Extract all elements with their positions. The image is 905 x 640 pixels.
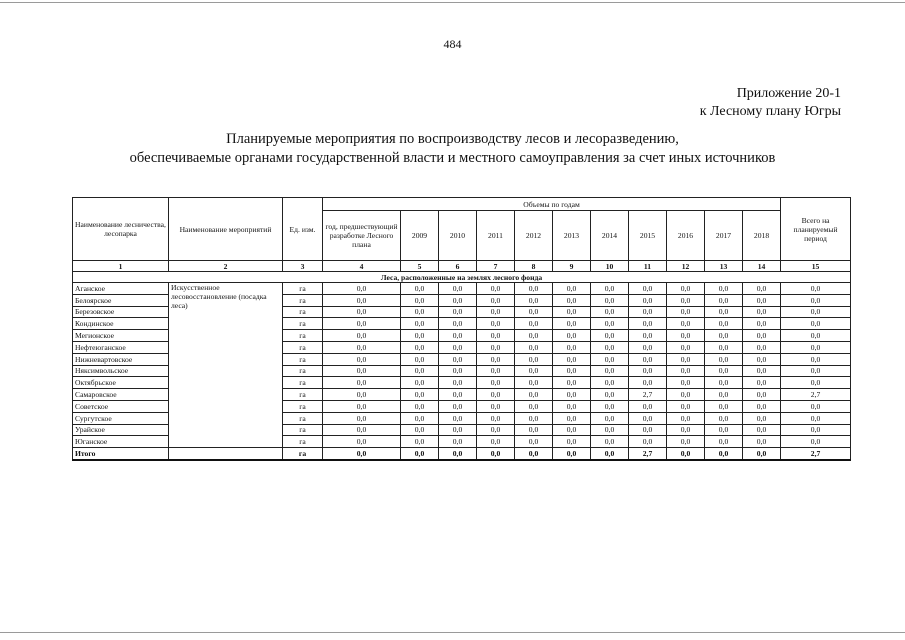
value-cell: 0,0 — [705, 412, 743, 424]
unit-cell: га — [283, 353, 323, 365]
value-cell: 0,0 — [667, 424, 705, 436]
value-cell: 0,0 — [515, 341, 553, 353]
value-cell: 0,0 — [323, 448, 401, 461]
forestry-name: Урайское — [73, 424, 169, 436]
value-cell: 0,0 — [477, 341, 515, 353]
value-cell: 0,0 — [477, 365, 515, 377]
value-cell: 0,0 — [591, 412, 629, 424]
value-cell: 0,0 — [705, 377, 743, 389]
value-cell: 0,0 — [401, 377, 439, 389]
value-cell: 0,0 — [667, 353, 705, 365]
value-cell: 0,0 — [477, 318, 515, 330]
header-forestry: Наименование лесничества, лесопарка — [73, 198, 169, 261]
header-year-2011: 2011 — [477, 211, 515, 261]
value-cell: 0,0 — [439, 330, 477, 342]
value-cell: 0,0 — [591, 306, 629, 318]
unit-cell: га — [283, 283, 323, 295]
value-cell: 0,0 — [439, 436, 477, 448]
unit-cell: га — [283, 389, 323, 401]
value-cell: 0,0 — [401, 448, 439, 461]
total-row-label: Итого — [73, 448, 169, 461]
unit-cell: га — [283, 400, 323, 412]
value-cell: 0,0 — [591, 436, 629, 448]
value-cell: 0,0 — [629, 353, 667, 365]
value-cell: 0,0 — [743, 318, 781, 330]
value-cell: 0,0 — [401, 306, 439, 318]
column-number-7: 7 — [477, 261, 515, 272]
value-cell: 0,0 — [667, 306, 705, 318]
value-cell: 0,0 — [515, 365, 553, 377]
value-cell: 0,0 — [667, 400, 705, 412]
column-number-15: 15 — [781, 261, 851, 272]
value-cell: 0,0 — [743, 330, 781, 342]
value-cell: 0,0 — [705, 389, 743, 401]
header-year-2010: 2010 — [439, 211, 477, 261]
value-cell: 0,0 — [477, 448, 515, 461]
title-line-1: Планируемые мероприятия по воспроизводству лесов и лесоразведению, — [226, 131, 679, 147]
value-cell: 0,0 — [401, 294, 439, 306]
column-number-1: 1 — [73, 261, 169, 272]
value-cell: 0,0 — [553, 353, 591, 365]
value-cell: 0,0 — [553, 330, 591, 342]
value-cell: 0,0 — [705, 294, 743, 306]
value-cell: 0,0 — [743, 365, 781, 377]
value-cell: 0,0 — [477, 389, 515, 401]
total-row — [73, 448, 851, 461]
value-cell: 0,0 — [553, 341, 591, 353]
forestry-name: Аганское — [73, 283, 169, 295]
value-cell: 0,0 — [629, 306, 667, 318]
column-number-11: 11 — [629, 261, 667, 272]
value-cell: 0,0 — [743, 400, 781, 412]
unit-cell: га — [283, 365, 323, 377]
value-cell: 0,0 — [553, 400, 591, 412]
value-cell: 0,0 — [705, 400, 743, 412]
value-cell: 0,0 — [553, 412, 591, 424]
unit-cell: га — [283, 436, 323, 448]
value-cell: 0,0 — [401, 424, 439, 436]
value-cell: 0,0 — [515, 400, 553, 412]
value-cell: 0,0 — [323, 365, 401, 377]
total-cell: 2,7 — [781, 389, 851, 401]
forestry-name: Советское — [73, 400, 169, 412]
scan-edge-bottom — [0, 632, 905, 633]
value-cell: 0,0 — [553, 283, 591, 295]
value-cell: 0,0 — [477, 283, 515, 295]
value-cell: 0,0 — [591, 353, 629, 365]
total-row-activity — [169, 448, 283, 461]
column-number-10: 10 — [591, 261, 629, 272]
value-cell: 0,0 — [553, 448, 591, 461]
value-cell: 0,0 — [439, 389, 477, 401]
value-cell: 0,0 — [323, 294, 401, 306]
appendix-label — [700, 85, 841, 121]
value-cell: 0,0 — [401, 389, 439, 401]
value-cell: 0,0 — [705, 283, 743, 295]
value-cell: 0,0 — [477, 306, 515, 318]
value-cell: 0,0 — [743, 424, 781, 436]
value-cell: 0,0 — [401, 436, 439, 448]
unit-cell: га — [283, 330, 323, 342]
value-cell: 0,0 — [515, 353, 553, 365]
unit-cell: га — [283, 306, 323, 318]
value-cell: 0,0 — [705, 306, 743, 318]
total-cell: 0,0 — [781, 341, 851, 353]
title-line-2: обеспечиваемые органами государственной власти и местного самоуправления за счет иных источников — [129, 150, 776, 166]
value-cell: 0,0 — [705, 341, 743, 353]
unit-cell: га — [283, 412, 323, 424]
total-cell: 0,0 — [781, 283, 851, 295]
value-cell: 0,0 — [629, 365, 667, 377]
value-cell: 0,0 — [515, 377, 553, 389]
header-unit: Ед. изм. — [283, 198, 323, 261]
value-cell: 0,0 — [743, 283, 781, 295]
total-cell: 0,0 — [781, 318, 851, 330]
value-cell: 0,0 — [401, 400, 439, 412]
header-year-2009: 2009 — [401, 211, 439, 261]
value-cell: 0,0 — [401, 330, 439, 342]
value-cell: 0,0 — [439, 306, 477, 318]
value-cell: 0,0 — [629, 424, 667, 436]
value-cell: 0,0 — [477, 330, 515, 342]
total-cell: 0,0 — [781, 294, 851, 306]
total-cell: 0,0 — [781, 377, 851, 389]
unit-cell: га — [283, 294, 323, 306]
value-cell: 0,0 — [667, 448, 705, 461]
value-cell: 0,0 — [515, 448, 553, 461]
header-total: Всего на планируемый период — [781, 198, 851, 261]
value-cell: 0,0 — [401, 353, 439, 365]
value-cell: 0,0 — [401, 283, 439, 295]
value-cell: 0,0 — [553, 389, 591, 401]
value-cell: 0,0 — [323, 306, 401, 318]
value-cell: 0,0 — [553, 365, 591, 377]
forestry-name: Сургутское — [73, 412, 169, 424]
value-cell: 0,0 — [591, 389, 629, 401]
value-cell: 0,0 — [477, 400, 515, 412]
value-cell: 0,0 — [439, 353, 477, 365]
forestry-name: Белоярское — [73, 294, 169, 306]
value-cell: 0,0 — [705, 448, 743, 461]
plan-table — [72, 197, 851, 461]
total-cell: 0,0 — [781, 436, 851, 448]
column-number-5: 5 — [401, 261, 439, 272]
column-number-12: 12 — [667, 261, 705, 272]
header-year-2012: 2012 — [515, 211, 553, 261]
total-cell: 2,7 — [781, 448, 851, 461]
value-cell: 0,0 — [323, 436, 401, 448]
unit-cell: га — [283, 448, 323, 461]
value-cell: 0,0 — [667, 283, 705, 295]
value-cell: 0,0 — [515, 436, 553, 448]
value-cell: 0,0 — [667, 389, 705, 401]
unit-cell: га — [283, 341, 323, 353]
value-cell: 0,0 — [591, 448, 629, 461]
value-cell: 2,7 — [629, 389, 667, 401]
value-cell: 0,0 — [591, 377, 629, 389]
value-cell: 0,0 — [553, 306, 591, 318]
header-year-2016: 2016 — [667, 211, 705, 261]
value-cell: 0,0 — [323, 341, 401, 353]
value-cell: 0,0 — [515, 294, 553, 306]
value-cell: 0,0 — [323, 389, 401, 401]
value-cell: 0,0 — [401, 341, 439, 353]
value-cell: 0,0 — [667, 365, 705, 377]
value-cell: 2,7 — [629, 448, 667, 461]
header-year-2013: 2013 — [553, 211, 591, 261]
value-cell: 0,0 — [705, 330, 743, 342]
value-cell: 0,0 — [629, 283, 667, 295]
value-cell: 0,0 — [743, 412, 781, 424]
total-cell: 0,0 — [781, 424, 851, 436]
value-cell: 0,0 — [477, 424, 515, 436]
value-cell: 0,0 — [743, 294, 781, 306]
value-cell: 0,0 — [629, 400, 667, 412]
forestry-name: Березовское — [73, 306, 169, 318]
value-cell: 0,0 — [553, 424, 591, 436]
value-cell: 0,0 — [705, 365, 743, 377]
value-cell: 0,0 — [323, 412, 401, 424]
scan-edge-top — [0, 2, 905, 3]
value-cell: 0,0 — [323, 318, 401, 330]
value-cell: 0,0 — [743, 341, 781, 353]
value-cell: 0,0 — [591, 365, 629, 377]
value-cell: 0,0 — [323, 330, 401, 342]
activity-name: Искусственное лесовосстановление (посадка леса) — [169, 283, 283, 448]
column-number-13: 13 — [705, 261, 743, 272]
table-row — [73, 283, 851, 295]
unit-cell: га — [283, 377, 323, 389]
value-cell: 0,0 — [439, 294, 477, 306]
forestry-name: Самаровское — [73, 389, 169, 401]
value-cell: 0,0 — [743, 306, 781, 318]
value-cell: 0,0 — [515, 389, 553, 401]
value-cell: 0,0 — [705, 424, 743, 436]
value-cell: 0,0 — [667, 341, 705, 353]
value-cell: 0,0 — [515, 424, 553, 436]
header-prev-year: год, предшествующий разработке Лесного плана — [323, 211, 401, 261]
value-cell: 0,0 — [401, 412, 439, 424]
column-number-14: 14 — [743, 261, 781, 272]
value-cell: 0,0 — [629, 294, 667, 306]
value-cell: 0,0 — [667, 318, 705, 330]
value-cell: 0,0 — [439, 424, 477, 436]
page-number: 484 — [443, 37, 462, 51]
column-number-4: 4 — [323, 261, 401, 272]
value-cell: 0,0 — [323, 353, 401, 365]
value-cell: 0,0 — [667, 412, 705, 424]
value-cell: 0,0 — [439, 448, 477, 461]
value-cell: 0,0 — [743, 377, 781, 389]
forestry-name: Кондинское — [73, 318, 169, 330]
value-cell: 0,0 — [439, 412, 477, 424]
column-number-2: 2 — [169, 261, 283, 272]
forestry-name: Мегионское — [73, 330, 169, 342]
forestry-name: Юганское — [73, 436, 169, 448]
value-cell: 0,0 — [553, 377, 591, 389]
value-cell: 0,0 — [591, 341, 629, 353]
value-cell: 0,0 — [439, 365, 477, 377]
value-cell: 0,0 — [667, 436, 705, 448]
value-cell: 0,0 — [591, 424, 629, 436]
total-cell: 0,0 — [781, 365, 851, 377]
value-cell: 0,0 — [515, 330, 553, 342]
forestry-name: Нефтеюганское — [73, 341, 169, 353]
total-cell: 0,0 — [781, 330, 851, 342]
value-cell: 0,0 — [667, 294, 705, 306]
total-cell: 0,0 — [781, 353, 851, 365]
value-cell: 0,0 — [323, 283, 401, 295]
forestry-name: Нижневартовское — [73, 353, 169, 365]
header-activity: Наименование мероприятий — [169, 198, 283, 261]
value-cell: 0,0 — [323, 400, 401, 412]
value-cell: 0,0 — [439, 341, 477, 353]
value-cell: 0,0 — [591, 330, 629, 342]
value-cell: 0,0 — [629, 412, 667, 424]
header-year-2014: 2014 — [591, 211, 629, 261]
value-cell: 0,0 — [705, 436, 743, 448]
value-cell: 0,0 — [667, 330, 705, 342]
forestry-name: Няксимвольское — [73, 365, 169, 377]
value-cell: 0,0 — [629, 377, 667, 389]
value-cell: 0,0 — [477, 294, 515, 306]
value-cell: 0,0 — [515, 306, 553, 318]
document-title — [0, 130, 905, 168]
forestry-name: Октябрьское — [73, 377, 169, 389]
value-cell: 0,0 — [323, 424, 401, 436]
column-number-9: 9 — [553, 261, 591, 272]
value-cell: 0,0 — [477, 412, 515, 424]
total-cell: 0,0 — [781, 400, 851, 412]
value-cell: 0,0 — [743, 353, 781, 365]
value-cell: 0,0 — [439, 400, 477, 412]
value-cell: 0,0 — [553, 294, 591, 306]
header-year-2017: 2017 — [705, 211, 743, 261]
value-cell: 0,0 — [515, 283, 553, 295]
column-number-6: 6 — [439, 261, 477, 272]
value-cell: 0,0 — [439, 283, 477, 295]
value-cell: 0,0 — [629, 436, 667, 448]
value-cell: 0,0 — [401, 318, 439, 330]
value-cell: 0,0 — [705, 318, 743, 330]
value-cell: 0,0 — [477, 353, 515, 365]
value-cell: 0,0 — [591, 318, 629, 330]
unit-cell: га — [283, 424, 323, 436]
header-volumes-group: Объемы по годам — [323, 198, 781, 211]
value-cell: 0,0 — [591, 400, 629, 412]
value-cell: 0,0 — [439, 377, 477, 389]
section-title: Леса, расположенные на землях лесного фонда — [73, 272, 851, 283]
total-cell: 0,0 — [781, 412, 851, 424]
appendix-line-2: к Лесному плану Югры — [699, 104, 841, 119]
value-cell: 0,0 — [515, 318, 553, 330]
value-cell: 0,0 — [629, 318, 667, 330]
value-cell: 0,0 — [743, 448, 781, 461]
column-number-8: 8 — [515, 261, 553, 272]
value-cell: 0,0 — [401, 365, 439, 377]
value-cell: 0,0 — [591, 294, 629, 306]
value-cell: 0,0 — [705, 353, 743, 365]
appendix-line-1: Приложение 20-1 — [736, 86, 841, 101]
value-cell: 0,0 — [477, 436, 515, 448]
column-number-3: 3 — [283, 261, 323, 272]
value-cell: 0,0 — [553, 436, 591, 448]
header-year-2015: 2015 — [629, 211, 667, 261]
value-cell: 0,0 — [477, 377, 515, 389]
total-cell: 0,0 — [781, 306, 851, 318]
header-year-2018: 2018 — [743, 211, 781, 261]
value-cell: 0,0 — [743, 389, 781, 401]
unit-cell: га — [283, 318, 323, 330]
value-cell: 0,0 — [591, 283, 629, 295]
value-cell: 0,0 — [667, 377, 705, 389]
value-cell: 0,0 — [629, 330, 667, 342]
value-cell: 0,0 — [323, 377, 401, 389]
value-cell: 0,0 — [743, 436, 781, 448]
value-cell: 0,0 — [553, 318, 591, 330]
value-cell: 0,0 — [515, 412, 553, 424]
value-cell: 0,0 — [439, 318, 477, 330]
value-cell: 0,0 — [629, 341, 667, 353]
